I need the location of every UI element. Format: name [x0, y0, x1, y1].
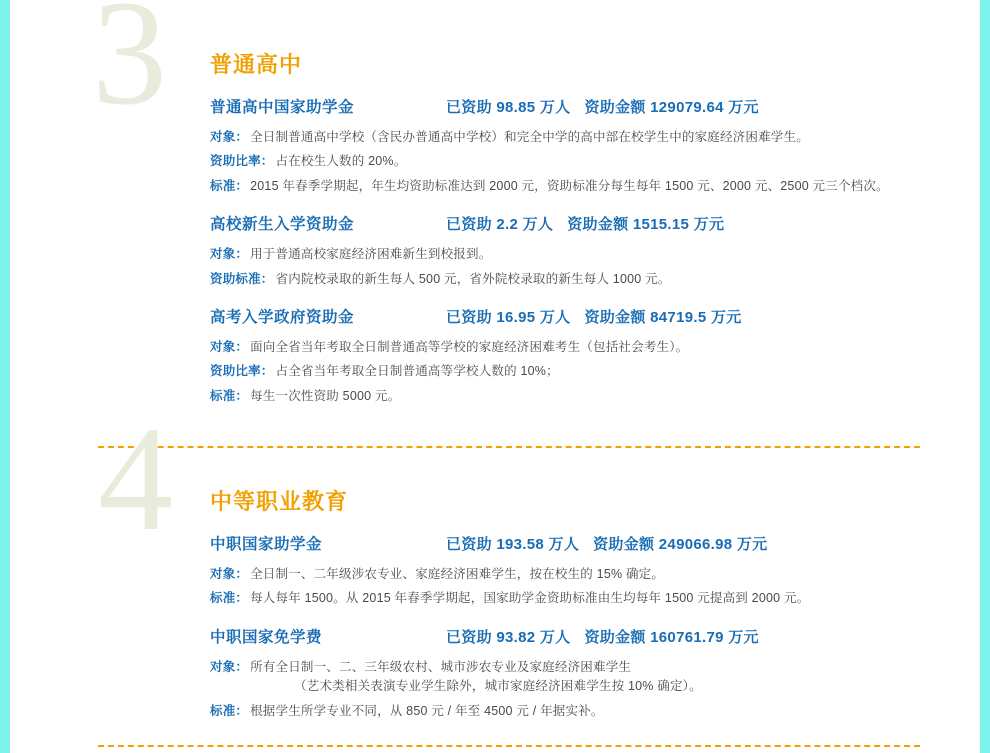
program-details [210, 128, 970, 196]
program-name: 普通高中国家助学金 [210, 99, 355, 116]
program-header [210, 532, 970, 554]
program-funded-amount: 资助金额 1515.15 万元 [567, 216, 725, 234]
detail-value: 占全省当年考取全日制普通高等学校人数的 10%； [275, 364, 559, 379]
detail-label: 对象： [210, 659, 249, 674]
program-details [210, 565, 970, 609]
detail-label: 标准： [210, 178, 249, 193]
program-details [210, 658, 970, 721]
detail-label: 对象： [210, 567, 249, 581]
detail-row [210, 658, 970, 697]
detail-label: 对象： [210, 247, 249, 262]
detail-value: 全日制普通高中学校（含民办普通高中学校）和完全中学的高中部在校学生中的家庭经济困难学生。 [250, 130, 809, 144]
program-name: 高校新生入学资助金 [210, 216, 355, 234]
program-stats [446, 533, 767, 554]
section-4 [210, 485, 970, 726]
detail-value [250, 658, 702, 697]
detail-label: 资助比率： [210, 364, 274, 379]
program-item [210, 212, 970, 289]
detail-row [210, 152, 970, 171]
detail-row [210, 270, 970, 289]
program-header [210, 305, 970, 327]
detail-label: 资助标准： [210, 271, 274, 286]
section-4-title: 中等职业教育 [210, 489, 349, 514]
detail-row [210, 177, 970, 196]
program-item [210, 95, 970, 196]
detail-label: 对象： [210, 339, 249, 354]
detail-value: 每生一次性资助 5000 元。 [250, 388, 401, 403]
section-number-4: 4 [98, 396, 171, 562]
program-item [210, 532, 970, 609]
program-funded-amount: 资助金额 129079.64 万元 [584, 99, 759, 116]
detail-label: 标准： [210, 388, 249, 403]
detail-value: 占在校生人数的 20%。 [275, 154, 407, 169]
detail-label: 标准： [210, 703, 249, 718]
detail-row [210, 589, 970, 608]
detail-row [210, 128, 970, 147]
detail-label: 对象： [210, 130, 249, 144]
program-stats [446, 213, 724, 234]
detail-value: 用于普通高校家庭经济困难新生到校报到。 [250, 247, 492, 262]
program-funded-count: 已资助 193.58 万人 [446, 536, 580, 553]
program-funded-count: 已资助 93.82 万人 [446, 628, 571, 646]
detail-row [210, 338, 970, 357]
program-funded-amount: 资助金额 249066.98 万元 [593, 536, 768, 553]
program-stats [446, 306, 742, 327]
program-header [210, 212, 970, 234]
section-3 [210, 48, 970, 411]
section-divider [98, 745, 920, 747]
detail-row [210, 245, 970, 264]
program-funded-amount: 资助金额 84719.5 万元 [584, 308, 742, 326]
detail-value: 省内院校录取的新生每人 500 元，省外院校录取的新生每人 1000 元。 [275, 271, 671, 286]
program-funded-count: 已资助 2.2 万人 [446, 216, 554, 234]
program-funded-count: 已资助 16.95 万人 [446, 308, 571, 326]
program-header [210, 625, 970, 647]
detail-value-line1: 所有全日制一、二、三年级农村、城市涉农专业及家庭经济困难学生 [250, 659, 632, 674]
detail-value: 面向全省当年考取全日制普通高等学校的家庭经济困难考生（包括社会考生）。 [250, 339, 689, 354]
program-details [210, 338, 970, 406]
detail-value: 全日制一、二年级涉农专业、家庭经济困难学生，按在校生的 15% 确定。 [250, 567, 665, 581]
detail-value: 每人每年 1500。从 2015 年春季学期起，国家助学金资助标准由生均每年 1500 元提高到 2000 元。 [250, 591, 810, 606]
program-item [210, 305, 970, 406]
program-funded-count: 已资助 98.85 万人 [446, 99, 571, 116]
program-name: 中职国家助学金 [210, 536, 323, 553]
program-name: 高考入学政府资助金 [210, 308, 355, 326]
detail-row [210, 565, 970, 584]
program-header [210, 95, 970, 117]
detail-label: 标准： [210, 591, 249, 606]
program-funded-amount: 资助金额 160761.79 万元 [584, 628, 759, 646]
program-item [210, 625, 970, 721]
program-details [210, 245, 970, 289]
detail-row [210, 362, 970, 381]
detail-value: 根据学生所学专业不同，从 850 元 / 年至 4500 元 / 年据实补。 [250, 703, 604, 718]
detail-value: 2015 年春季学期起，年生均资助标准达到 2000 元，资助标准分每生每年 1500 元、2000 元、2500 元三个档次。 [250, 178, 889, 193]
program-stats [446, 96, 759, 117]
document-sheet [10, 0, 980, 753]
section-number-3: 3 [92, 0, 165, 136]
program-name: 中职国家免学费 [210, 628, 323, 646]
detail-row [210, 702, 970, 721]
program-stats [446, 626, 759, 647]
section-divider [98, 446, 920, 448]
detail-row [210, 387, 970, 406]
detail-value-line2: （艺术类相关表演专业学生除外，城市家庭经济困难学生按 10% 确定）。 [294, 679, 702, 694]
section-3-title: 普通高中 [210, 52, 303, 77]
detail-label: 资助比率： [210, 154, 274, 169]
